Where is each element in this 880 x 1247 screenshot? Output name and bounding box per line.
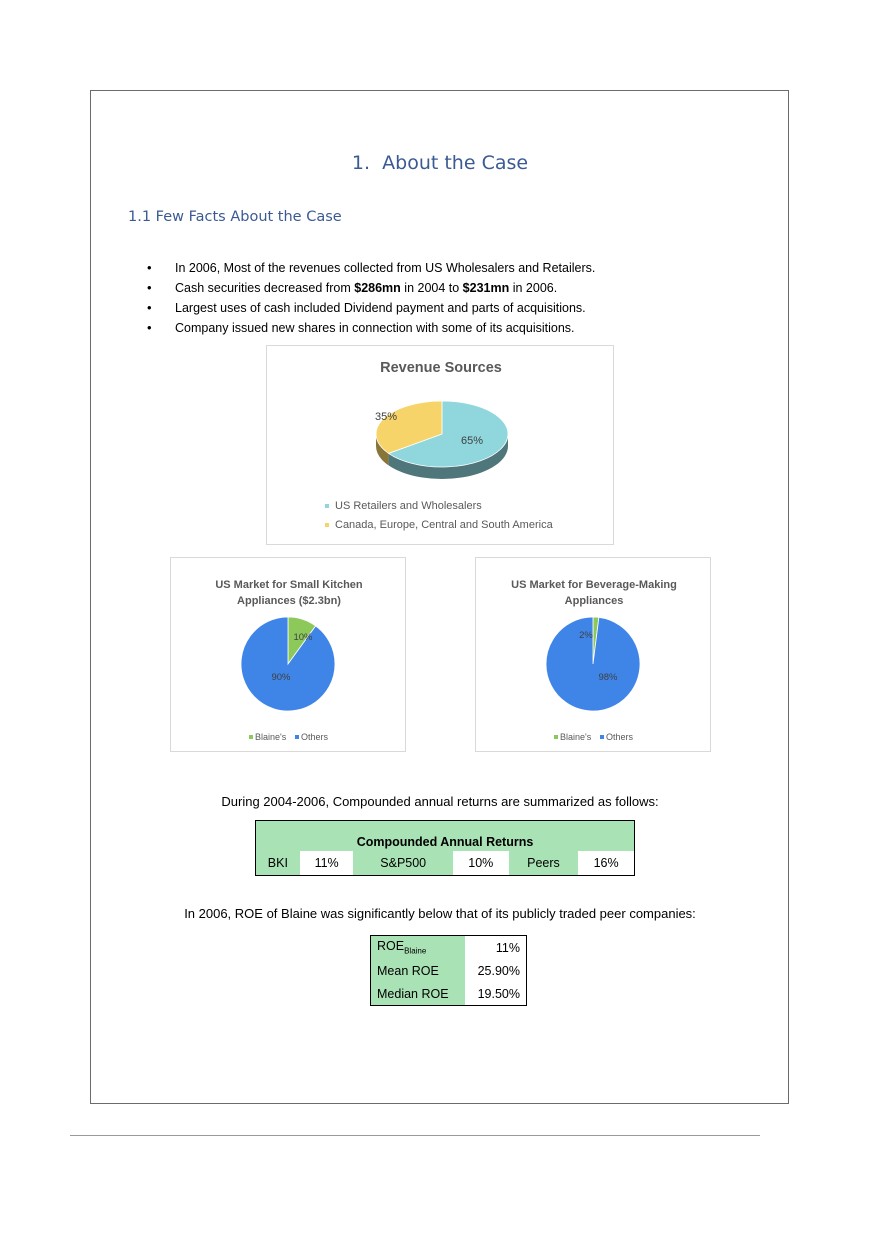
legend-entry: Others xyxy=(301,732,329,742)
table-cell: S&P500 xyxy=(353,851,452,876)
table-cell: 11% xyxy=(314,856,339,870)
section-heading: 1. About the Case xyxy=(351,152,529,174)
table-row xyxy=(371,959,527,982)
table-row xyxy=(371,936,527,960)
roe-label: Median ROE xyxy=(371,982,466,1006)
list-item: • In 2006, Most of the revenues collected from US Wholesalers and Retailers. xyxy=(147,258,595,278)
roe-label: Mean ROE xyxy=(371,959,466,982)
chart-title: Appliances xyxy=(564,595,624,607)
chart-title: Appliances ($2.3bn) xyxy=(237,595,341,607)
legend-swatch xyxy=(295,735,299,739)
footer-rule xyxy=(70,1135,760,1136)
legend-entry: US Retailers and Wholesalers xyxy=(335,500,482,512)
table-cell: BKI xyxy=(256,851,300,876)
data-label: 90% xyxy=(271,672,291,683)
legend-swatch xyxy=(249,735,253,739)
list-item: • Largest uses of cash included Dividend payment and parts of acquisitions. xyxy=(147,298,595,318)
revenue-sources-chart xyxy=(266,345,614,545)
beverage-making-chart xyxy=(475,557,711,752)
chart-title: US Market for Beverage-Making xyxy=(511,579,677,591)
legend-entry: Blaine's xyxy=(255,732,287,742)
pie-slice xyxy=(241,617,335,711)
data-label: 10% xyxy=(293,632,313,643)
table-cell: Peers xyxy=(509,851,579,876)
chart-title: US Market for Small Kitchen xyxy=(215,579,363,591)
roe-value: 25.90% xyxy=(477,963,520,978)
legend-entry: Canada, Europe, Central and South America xyxy=(335,519,553,531)
legend-entry: Blaine's xyxy=(560,732,592,742)
pie-slice xyxy=(546,617,640,711)
legend-swatch xyxy=(554,735,558,739)
legend-swatch xyxy=(325,504,329,508)
legend-swatch xyxy=(600,735,604,739)
table-title: Compounded Annual Returns xyxy=(256,821,635,852)
list-item: • Company issued new shares in connection with some of its acquisitions. xyxy=(147,318,595,338)
subsection-heading: 1.1 Few Facts About the Case xyxy=(128,209,342,225)
roe-label: $ROE_{Blaine}$ xyxy=(371,936,466,960)
small-kitchen-chart xyxy=(170,557,406,752)
facts-list xyxy=(147,258,595,338)
table-cell: 10% xyxy=(468,856,494,870)
table-cell: 16% xyxy=(593,856,619,870)
roe-intro: In 2006, ROE of Blaine was significantly below that of its publicly traded peer companies: xyxy=(184,906,696,921)
roe-table xyxy=(370,935,527,1006)
legend-entry: Others xyxy=(606,732,634,742)
legend-swatch xyxy=(325,523,329,527)
compounded-returns-table xyxy=(255,820,635,876)
data-label: 98% xyxy=(598,672,618,683)
list-item: • Cash securities decreased from $286mn in 2004 to $231mn in 2006. xyxy=(147,278,595,298)
roe-value: 19.50% xyxy=(477,986,520,1001)
chart-title: Revenue Sources xyxy=(380,360,502,376)
data-label: 2% xyxy=(579,630,593,641)
returns-intro: During 2004-2006, Compounded annual returns are summarized as follows: xyxy=(221,794,659,809)
data-label: 35% xyxy=(374,411,398,423)
data-label: 65% xyxy=(460,435,484,447)
roe-value: 11% xyxy=(495,940,520,955)
table-row xyxy=(371,982,527,1006)
